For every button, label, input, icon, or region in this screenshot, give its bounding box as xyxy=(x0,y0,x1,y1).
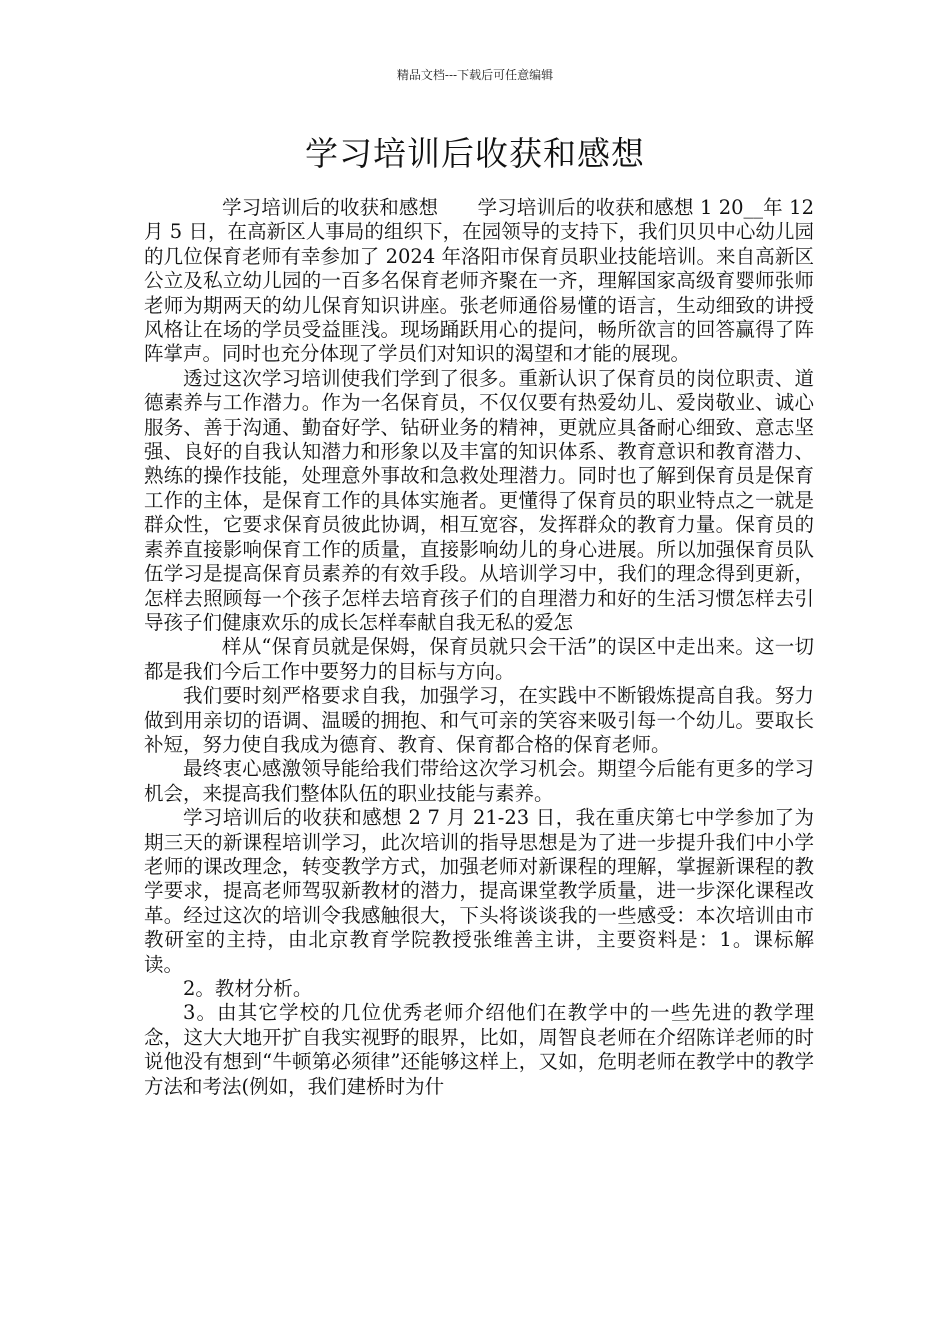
document-title: 学习培训后收获和感想 xyxy=(305,134,645,173)
paragraph-6: 学习培训后的收获和感想 2 7 月 21-23 日，我在重庆第七中学参加了为期三天的新课程培训学习，此次培训的指导思想是为了进一步提升我们中小学老师的课改理念，转变教学方式，加强老师对新课程的理解，掌握新课程的教学要求，提高老师驾驭新教材的潜力，提高课堂教学质量，进一步深化课程改革。经过这次的培训令我感触很大，下头将谈谈我的一些感受：本次培训由市教研室的主持，由北京教育学院教授张维善主讲，主要资料是：1。课标解读。 xyxy=(144,806,814,976)
paragraph-8: 3。由其它学校的几位优秀老师介绍他们在教学中的一些先进的教学理念，这大大地开扩自我实视野的眼界，比如，周智良老师在介绍陈详老师的时说他没有想到“牛顿第必须律”还能够这样上，又如，危明老师在教学中的教学方法和考法(例如，我们建桥时为什 xyxy=(144,1001,814,1098)
paragraph-2: 透过这次学习培训使我们学到了很多。重新认识了保育员的岗位职责、道德素养与工作潜力。作为一名保育员，不仅仅要有热爱幼儿、爱岗敬业、诚心服务、善于沟通、勤奋好学、钻研业务的精神，更就应具备耐心细致、意志坚强、良好的自我认知潜力和形象以及丰富的知识体系、教育意识和教育潜力、熟练的操作技能，处理意外事故和急救处理潜力。同时也了解到保育员是保育工作的主体，是保育工作的具体实施者。更懂得了保育员的职业特点之一就是群众性，它要求保育员彼此协调，相互宽容，发挥群众的教育力量。保育员的素养直接影响保育工作的质量，直接影响幼儿的身心进展。所以加强保育员队伍学习是提高保育员素养的有效手段。从培训学习中，我们的理念得到更新，怎样去照顾每一个孩子怎样去培育孩子们的自理潜力和好的生活习惯怎样去引导孩子们健康欢乐的成长怎样奉献自我无私的爱怎 xyxy=(144,366,814,634)
paragraph-3: 样从“保育员就是保姆，保育员就只会干活”的误区中走出来。这一切都是我们今后工作中要努力的目标与方向。 xyxy=(144,635,814,683)
document-body xyxy=(144,196,814,1099)
paragraph-1: 学习培训后的收获和感想 学习培训后的收获和感想 1 20__年 12 月 5 日，在高新区人事局的组织下，在园领导的支持下，我们贝贝中心幼儿园的几位保育老师有幸参加了 2024 年洛阳市保育员职业技能培训。来自高新区公立及私立幼儿园的一百多名保育老师齐聚在一齐，理解国家高级育婴师张师老师为期两天的幼儿保育知识讲座。张老师通俗易懂的语言，生动细致的讲授风格让在场的学员受益匪浅。现场踊跃用心的提问，畅所欲言的回答赢得了阵阵掌声。同时也充分体现了学员们对知识的渴望和才能的展现。 xyxy=(144,196,814,366)
paragraph-4: 我们要时刻严格要求自我，加强学习，在实践中不断锻炼提高自我。努力做到用亲切的语调、温暖的拥抱、和气可亲的笑容来吸引每一个幼儿。要取长补短，努力使自我成为德育、教育、保育都合格的保育老师。 xyxy=(144,684,814,756)
header-note: 精品文档---下载后可任意编辑 xyxy=(396,68,554,82)
paragraph-7: 2。教材分析。 xyxy=(183,977,313,1000)
paragraph-5: 最终衷心感激领导能给我们带给这次学习机会。期望今后能有更多的学习机会，来提高我们整体队伍的职业技能与素养。 xyxy=(144,757,814,805)
